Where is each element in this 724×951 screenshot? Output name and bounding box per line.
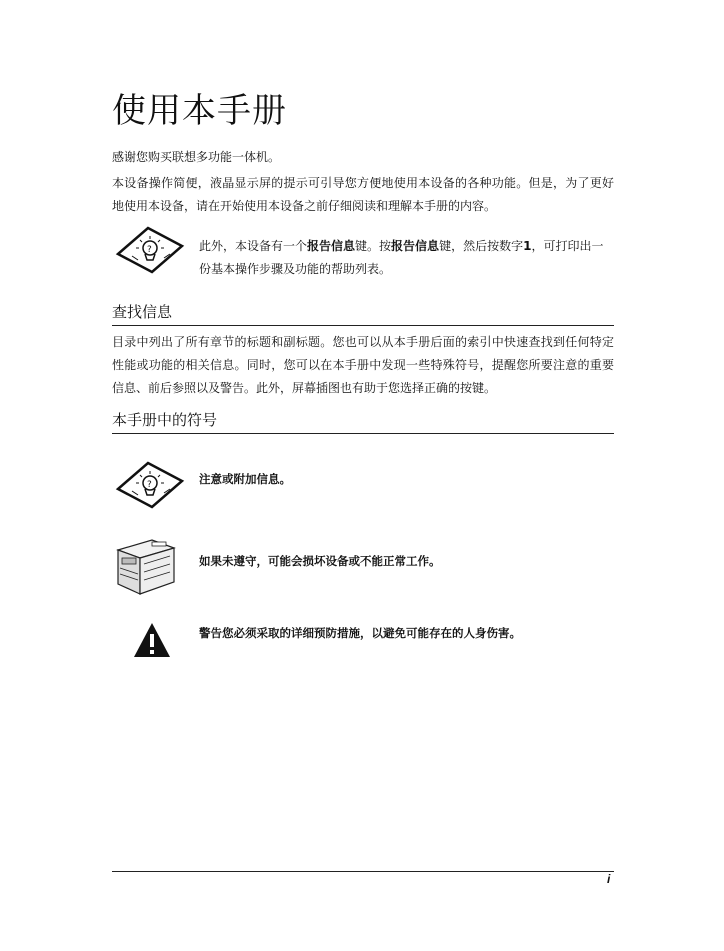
note-text-1: 此外，本设备有一个: [199, 239, 308, 253]
report-key-label: 报告信息: [307, 239, 356, 253]
note-paragraph: [199, 235, 614, 281]
report-key-label-2: 报告信息: [391, 239, 440, 253]
footer-rule: [112, 871, 614, 872]
section-heading-find: 查找信息: [112, 302, 614, 326]
page-number: i: [607, 872, 611, 886]
lightbulb-note-icon: [114, 226, 186, 274]
find-paragraph: 目录中列出了所有章节的标题和副标题。您也可以从本手册后面的索引中快速查找到任何特定性能或功能的相关信息。同时，您可以在本手册中发现一些特殊符号，提醒您所要注意的重要信息、前后参照以及警告。此外，屏幕插图也有助于您选择正确的按键。: [112, 335, 614, 395]
machine-icon: [112, 536, 180, 598]
intro-paragraph: 本设备操作简便，液晶显示屏的提示可引导您方便地使用本设备的各种功能。但是，为了更好地使用本设备，请在开始使用本设备之前仔细阅读和理解本手册的内容。: [112, 176, 614, 213]
note-text-3: 键，然后按数字: [439, 239, 524, 253]
page-title: 使用本手册: [112, 91, 287, 131]
note-text-4: ，可打印出一份基本操作步骤及功能的帮助列表。: [199, 239, 604, 276]
symbol-warning-text: 警告您必须采取的详细预防措施，以避免可能存在的人身伤害。: [199, 626, 521, 640]
warning-icon: [132, 620, 172, 660]
section-heading-symbols: 本手册中的符号: [112, 410, 614, 434]
svg-text:?: ?: [147, 480, 152, 490]
intro-line-1: 感谢您购买联想多功能一体机。: [112, 150, 281, 164]
svg-text:?: ?: [147, 245, 152, 255]
digit-label: 1: [523, 239, 532, 253]
symbol-note-text: 注意或附加信息。: [199, 472, 291, 486]
lightbulb-note-icon: [114, 461, 186, 509]
note-text-2: 键。按: [355, 239, 392, 253]
symbol-caution-text: 如果未遵守，可能会损坏设备或不能正常工作。: [199, 554, 441, 568]
